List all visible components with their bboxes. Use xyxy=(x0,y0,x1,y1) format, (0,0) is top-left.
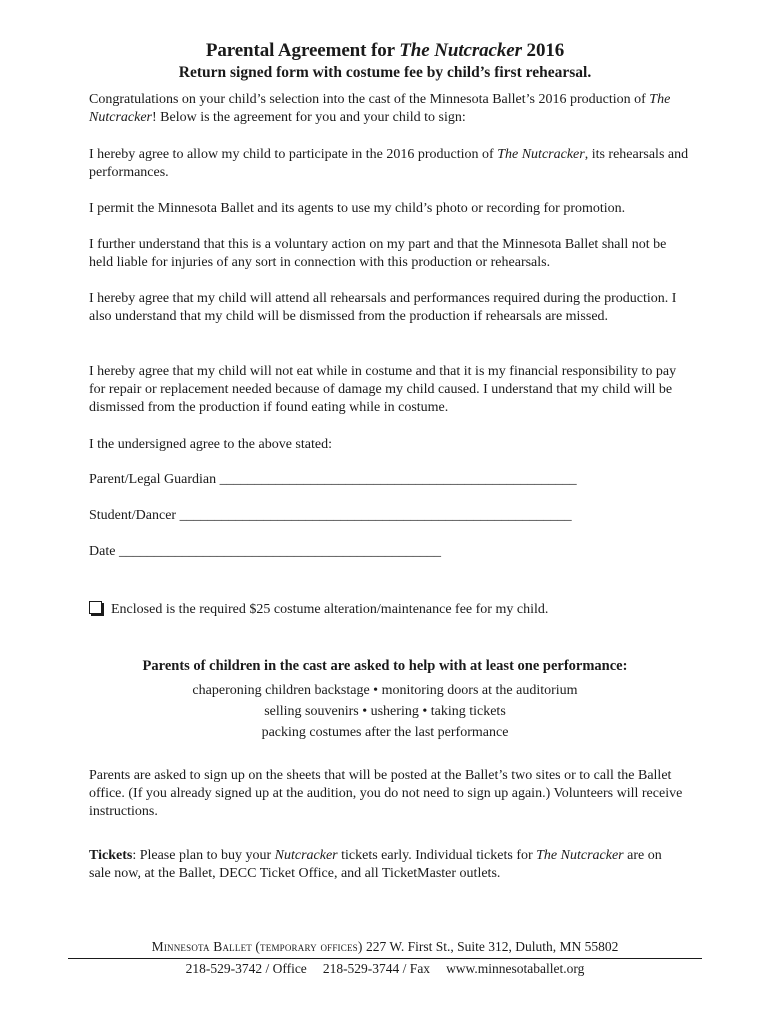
intro-italic: The Nutcracker xyxy=(89,92,671,126)
tickets-italic-1: Nutcracker xyxy=(274,848,338,863)
tickets-text-1: : Please plan to buy your xyxy=(132,848,275,863)
footer-office-phone: 218-529-3742 / Office xyxy=(185,961,307,976)
participate-text-2: , its rehearsals and performances. xyxy=(89,147,689,181)
tickets-text-2: tickets early. Individual tickets for xyxy=(337,848,537,863)
date-line[interactable]: ______________________________________________ xyxy=(118,544,441,559)
photo-permission-paragraph: I permit the Minnesota Ballet and its agents to use my child’s photo or recording for promotion. xyxy=(89,201,626,216)
title-suffix: 2016 xyxy=(521,40,565,61)
tickets-text-3: are on sale now xyxy=(89,848,662,882)
footer-address-line xyxy=(0,939,770,955)
signup-paragraph: Parents are asked to sign up on the sheets that will be posted at the Ballet’s two sites or to call the Ballet office. (If you already signed up at the audition, you do not need to sign up again.) Volunteers will receive instructions. xyxy=(89,768,683,820)
student-signature-line[interactable]: ________________________________________________________ xyxy=(179,508,572,523)
volunteer-line: selling souvenirs • ushering • taking tickets xyxy=(264,704,506,719)
volunteer-line: chaperoning children backstage • monitoring doors at the auditorium xyxy=(192,683,578,698)
intro-text-1: Congratulations on your child’s selection into the cast of the Minnesota Ballet’s 2016 production of xyxy=(89,92,650,107)
title-italic: The Nutcracker xyxy=(399,40,522,61)
date-row[interactable] xyxy=(89,544,441,560)
fee-checkbox-label: Enclosed is the required $25 costume alteration/maintenance fee for my child. xyxy=(111,602,549,617)
costume-paragraph: I hereby agree that my child will not eat while in costume and that it is my financial responsibility to pay for repair or replacement needed because of damage my child caused. I understand that my child will be dismissed from the production if found eating while in costume. xyxy=(89,364,677,416)
tickets-text-4: , at the Ballet, DECC Ticket Office, and all TicketMaster outlets. xyxy=(137,866,501,882)
page-title xyxy=(0,40,770,62)
footer-website[interactable]: www.minnesotaballet.org xyxy=(446,961,585,976)
tickets-paragraph xyxy=(89,847,679,883)
fee-checkbox-row[interactable] xyxy=(89,601,548,618)
student-signature-row[interactable] xyxy=(89,508,572,524)
footer-org: Minnesota Ballet xyxy=(151,939,252,954)
parent-signature-row[interactable] xyxy=(89,472,577,488)
parent-signature-label: Parent/Legal Guardian xyxy=(89,472,217,487)
tickets-italic-2: The Nutcracker xyxy=(536,848,624,863)
attendance-paragraph: I hereby agree that my child will attend all rehearsals and performances required during the production. I also understand that my child will be dismissed from the production if rehearsals are missed. xyxy=(89,291,677,325)
footer-temp-offices: (temporary offices) xyxy=(255,939,363,954)
volunteer-heading: Parents of children in the cast are asked to help with at least one performance: xyxy=(142,658,628,674)
title-prefix: Parental Agreement for xyxy=(205,40,400,61)
tickets-label: Tickets xyxy=(89,848,133,863)
participate-paragraph xyxy=(89,146,689,182)
student-signature-label: Student/Dancer xyxy=(89,508,177,523)
footer-divider xyxy=(68,958,702,959)
liability-paragraph: I further understand that this is a voluntary action on my part and that the Minnesota Ballet shall not be held liable for injuries of any sort in connection with this production or rehearsals. xyxy=(89,237,667,271)
participate-text-1: I hereby agree to allow my child to participate in the 2016 production of xyxy=(89,147,498,162)
footer-address: 227 W. First St., Suite 312, Duluth, MN 55802 xyxy=(365,939,619,954)
fee-checkbox[interactable] xyxy=(89,601,102,614)
volunteer-line: packing costumes after the last performance xyxy=(261,725,509,740)
date-label: Date xyxy=(89,544,116,559)
intro-paragraph xyxy=(89,91,689,127)
footer-fax: 218-529-3744 / Fax xyxy=(322,961,431,976)
intro-text-2: ! Below is the agreement for you and your child to sign: xyxy=(151,110,466,126)
participate-italic: The Nutcracker xyxy=(497,147,585,162)
undersigned-statement: I the undersigned agree to the above stated: xyxy=(89,437,332,452)
page-subtitle: Return signed form with costume fee by child’s first rehearsal. xyxy=(178,64,592,81)
parent-signature-line[interactable]: ___________________________________________________ xyxy=(219,472,577,487)
footer-contact-line xyxy=(0,961,770,977)
